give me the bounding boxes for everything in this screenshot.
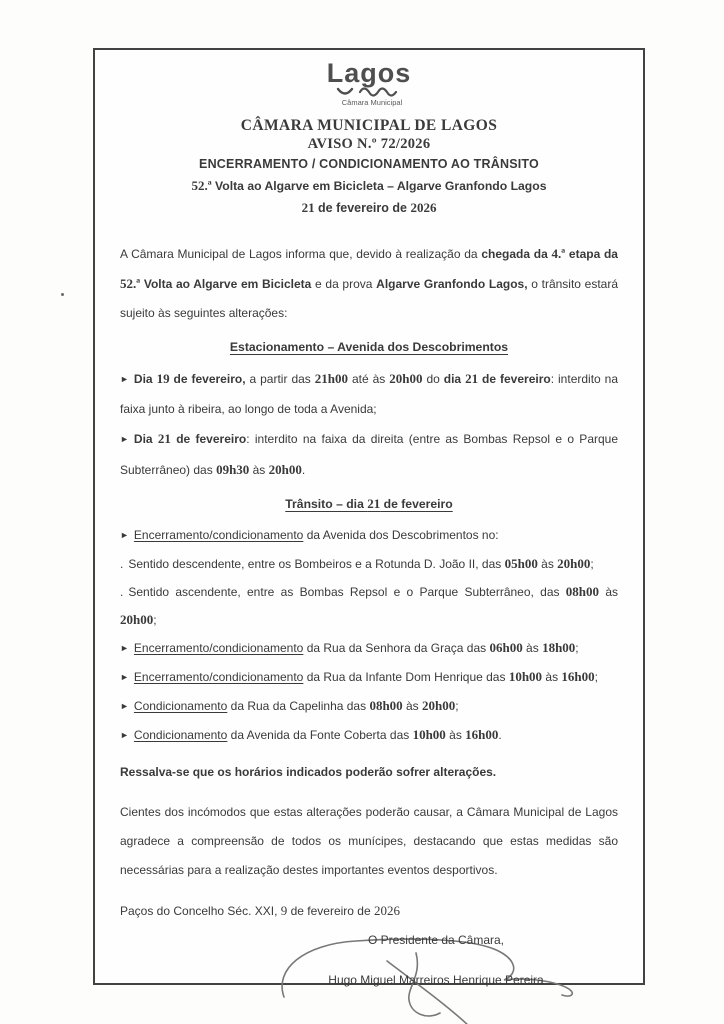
estacionamento-items bbox=[120, 364, 618, 485]
bullet-item bbox=[120, 721, 618, 750]
document-border-frame bbox=[93, 48, 645, 985]
logo-wordmark: Lagos bbox=[326, 58, 412, 88]
bullet-marker: ► bbox=[120, 374, 129, 384]
bullet-item bbox=[120, 634, 618, 663]
bullet-text: Sentido ascendente, entre as Bombas Repsol e o Parque Subterrâneo, das 08h00 às 20h00; bbox=[120, 584, 618, 627]
closing-paragraph: Cientes dos incómodos que estas alterações poderão causar, a Câmara Municipal de Lagos agradece a compreensão de todos os munícipes, destacando que estas medidas são necessárias para a realização destes importantes eventos desportivos. bbox=[120, 805, 618, 877]
bullet-text: Encerramento/condicionamento da Rua da Senhora da Graça das 06h00 às 18h00; bbox=[133, 640, 579, 655]
event-title: 52.ª Volta ao Algarve em Bicicleta – Algarve Granfondo Lagos bbox=[191, 178, 547, 193]
document-title: CÂMARA MUNICIPAL DE LAGOS bbox=[240, 117, 498, 134]
signatory-title: O Presidente da Câmara, bbox=[367, 933, 505, 947]
bullet-item bbox=[120, 663, 618, 692]
bullet-marker: ► bbox=[120, 672, 129, 682]
signature-block bbox=[266, 933, 606, 1024]
bullet-item bbox=[120, 692, 618, 721]
bullet-marker: ► bbox=[120, 730, 129, 740]
bullet-text: Encerramento/condicionamento da Avenida dos Descobrimentos no: bbox=[133, 528, 499, 542]
municipality-logo bbox=[120, 56, 618, 113]
bullet-text: Dia 21 de fevereiro: interdito na faixa da direita (entre as Bombas Repsol e o Parque Subterrâneo) das 09h30 às 20h00. bbox=[120, 431, 619, 477]
sub-item bbox=[120, 550, 618, 578]
bullet-marker: ► bbox=[120, 530, 129, 540]
sub-item-marker: . bbox=[120, 585, 124, 599]
lagos-logo-icon bbox=[294, 56, 444, 108]
place-date-line: Paços do Concelho Séc. XXI, 9 de fevereiro de 2026 bbox=[120, 903, 400, 918]
bullet-text: Dia 19 de fevereiro, a partir das 21h00 até às 20h00 do dia 21 de fevereiro: interdito na faixa junto à ribeira, ao longo de toda a Avenida; bbox=[120, 371, 619, 416]
bullet-item bbox=[120, 424, 618, 485]
transito-items bbox=[120, 521, 618, 750]
notice-subject: ENCERRAMENTO / CONDICIONAMENTO AO TRÂNSITO bbox=[199, 157, 539, 171]
bullet-text: Sentido descendente, entre os Bombeiros e a Rotunda D. João II, das 05h00 às 20h00; bbox=[128, 556, 594, 571]
section-heading-estacionamento: Estacionamento – Avenida dos Descobrimentos bbox=[229, 340, 509, 354]
bullet-marker: ► bbox=[120, 701, 129, 711]
bullet-item bbox=[120, 521, 618, 550]
bullet-item bbox=[120, 364, 618, 424]
logo-subtitle: Câmara Municipal bbox=[341, 98, 403, 107]
logo-wave-icon bbox=[360, 89, 396, 96]
bullet-text: Condicionamento da Avenida da Fonte Coberta das 10h00 às 16h00. bbox=[133, 727, 502, 742]
signatory-name: Hugo Miguel Marreiros Henrique Pereira bbox=[328, 973, 544, 987]
logo-wave-icon bbox=[338, 89, 352, 94]
intro-paragraph: A Câmara Municipal de Lagos informa que, devido à realização da chegada da 4.ª etapa da 52.ª Volta ao Algarve em Bicicleta e da prova Algarve Granfondo Lagos, o trânsito estará sujeito às seguintes alterações: bbox=[120, 246, 619, 320]
notice-number: AVISO N.º 72/2026 bbox=[307, 136, 431, 152]
sub-item-marker: . bbox=[120, 557, 124, 571]
bullet-text: Condicionamento da Rua da Capelinha das 08h00 às 20h00; bbox=[133, 698, 459, 713]
bullet-marker: ► bbox=[120, 434, 129, 444]
sub-item bbox=[120, 578, 618, 634]
event-date: 21 de fevereiro de 2026 bbox=[301, 200, 437, 215]
section-heading-transito: Trânsito – dia 21 de fevereiro bbox=[285, 496, 453, 511]
disclaimer-line: Ressalva-se que os horários indicados poderão sofrer alterações. bbox=[120, 765, 497, 779]
scan-speck bbox=[61, 293, 64, 296]
bullet-marker: ► bbox=[120, 643, 129, 653]
bullet-text: Encerramento/condicionamento da Rua da Infante Dom Henrique das 10h00 às 16h00; bbox=[133, 669, 598, 684]
